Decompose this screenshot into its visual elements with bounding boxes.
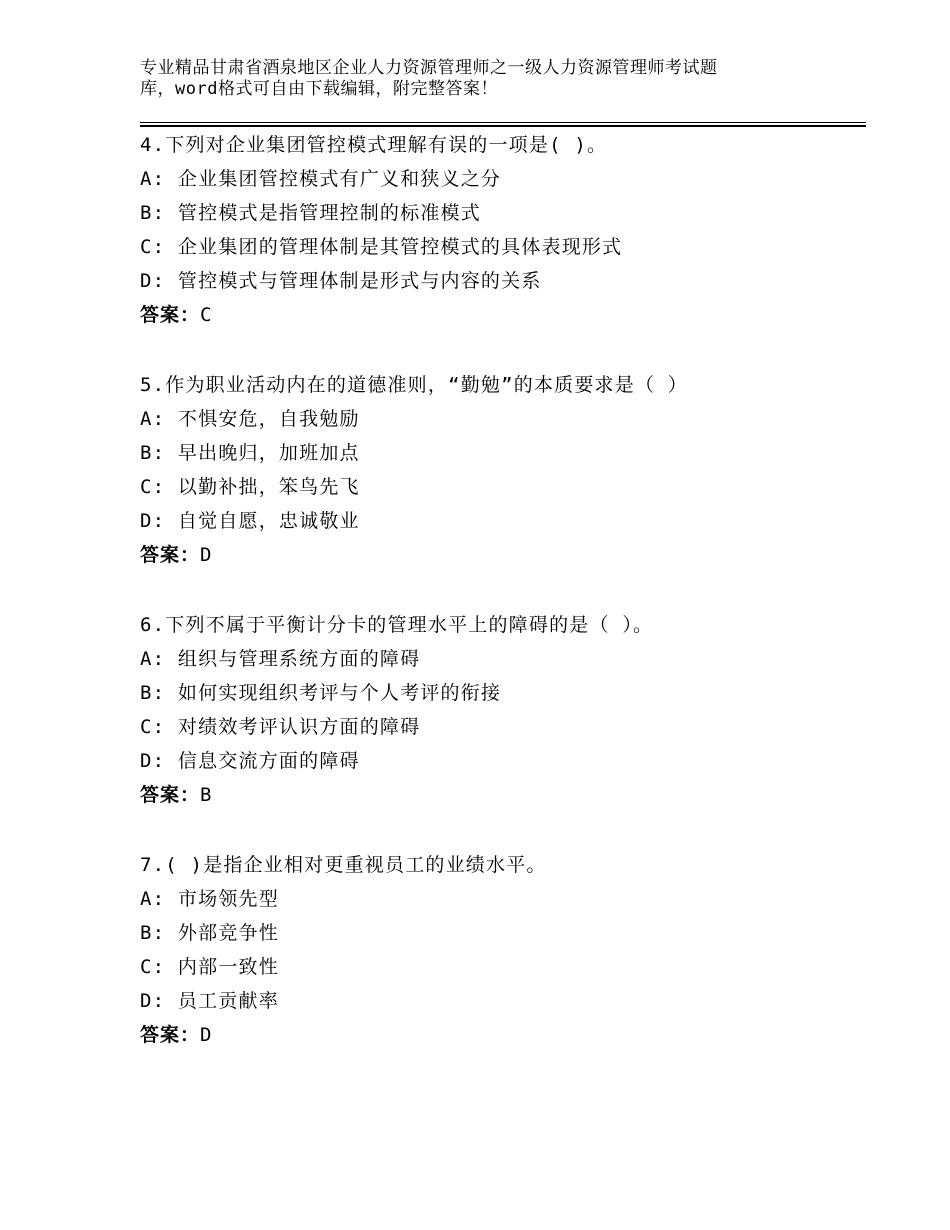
header-rule-thin — [140, 122, 866, 123]
option-b: B: 如何实现组织考评与个人考评的衔接 — [140, 682, 502, 704]
question-7 — [140, 848, 866, 1052]
answer-value: C — [200, 304, 213, 326]
answer-value: D — [200, 1024, 213, 1046]
option-d: D: 管控模式与管理体制是形式与内容的关系 — [140, 270, 542, 292]
question-stem: 4.下列对企业集团管控模式理解有误的一项是( )。 — [140, 134, 608, 156]
option-a: A: 组织与管理系统方面的障碍 — [140, 648, 421, 670]
header-line-1: 专业精品甘肃省酒泉地区企业人力资源管理师之一级人力资源管理师考试题 — [140, 58, 718, 78]
question-5 — [140, 368, 866, 572]
question-4 — [140, 128, 866, 332]
answer-label: 答案： — [140, 304, 201, 326]
option-b: B: 外部竞争性 — [140, 922, 279, 944]
question-stem: 6.下列不属于平衡计分卡的管理水平上的障碍的是（ ）。 — [140, 614, 654, 636]
option-d: D: 自觉自愿，忠诚敬业 — [140, 510, 360, 532]
option-c: C: 以勤补拙，笨鸟先飞 — [140, 476, 360, 498]
option-c: C: 内部一致性 — [140, 956, 279, 978]
option-b: B: 管控模式是指管理控制的标准模式 — [140, 202, 481, 224]
answer-line — [140, 778, 866, 812]
question-gap — [140, 812, 866, 848]
answer-value: B — [200, 784, 213, 806]
question-stem: 7.( )是指企业相对更重视员工的业绩水平。 — [140, 854, 547, 876]
answer-line — [140, 298, 866, 332]
question-6 — [140, 608, 866, 812]
option-d: D: 员工贡献率 — [140, 990, 279, 1012]
option-a: A: 企业集团管控模式有广义和狭义之分 — [140, 168, 502, 190]
question-gap — [140, 332, 866, 368]
option-d: D: 信息交流方面的障碍 — [140, 750, 360, 772]
answer-line — [140, 538, 866, 572]
answer-label: 答案： — [140, 544, 201, 566]
answer-label: 答案： — [140, 784, 201, 806]
option-a: A: 市场领先型 — [140, 888, 279, 910]
document-header — [140, 58, 820, 100]
question-list — [140, 128, 866, 1052]
option-b: B: 早出晚归，加班加点 — [140, 442, 360, 464]
answer-label: 答案： — [140, 1024, 201, 1046]
option-c: C: 企业集团的管理体制是其管控模式的具体表现形式 — [140, 236, 623, 258]
question-gap — [140, 572, 866, 608]
header-rule-thick — [140, 125, 866, 127]
question-stem: 5.作为职业活动内在的道德准则，“勤勉”的本质要求是（ ） — [140, 374, 688, 396]
header-line-2: 库，word格式可自由下载编辑，附完整答案！ — [140, 79, 498, 99]
option-a: A: 不惧安危，自我勉励 — [140, 408, 360, 430]
answer-value: D — [200, 544, 213, 566]
option-c: C: 对绩效考评认识方面的障碍 — [140, 716, 421, 738]
answer-line — [140, 1018, 866, 1052]
